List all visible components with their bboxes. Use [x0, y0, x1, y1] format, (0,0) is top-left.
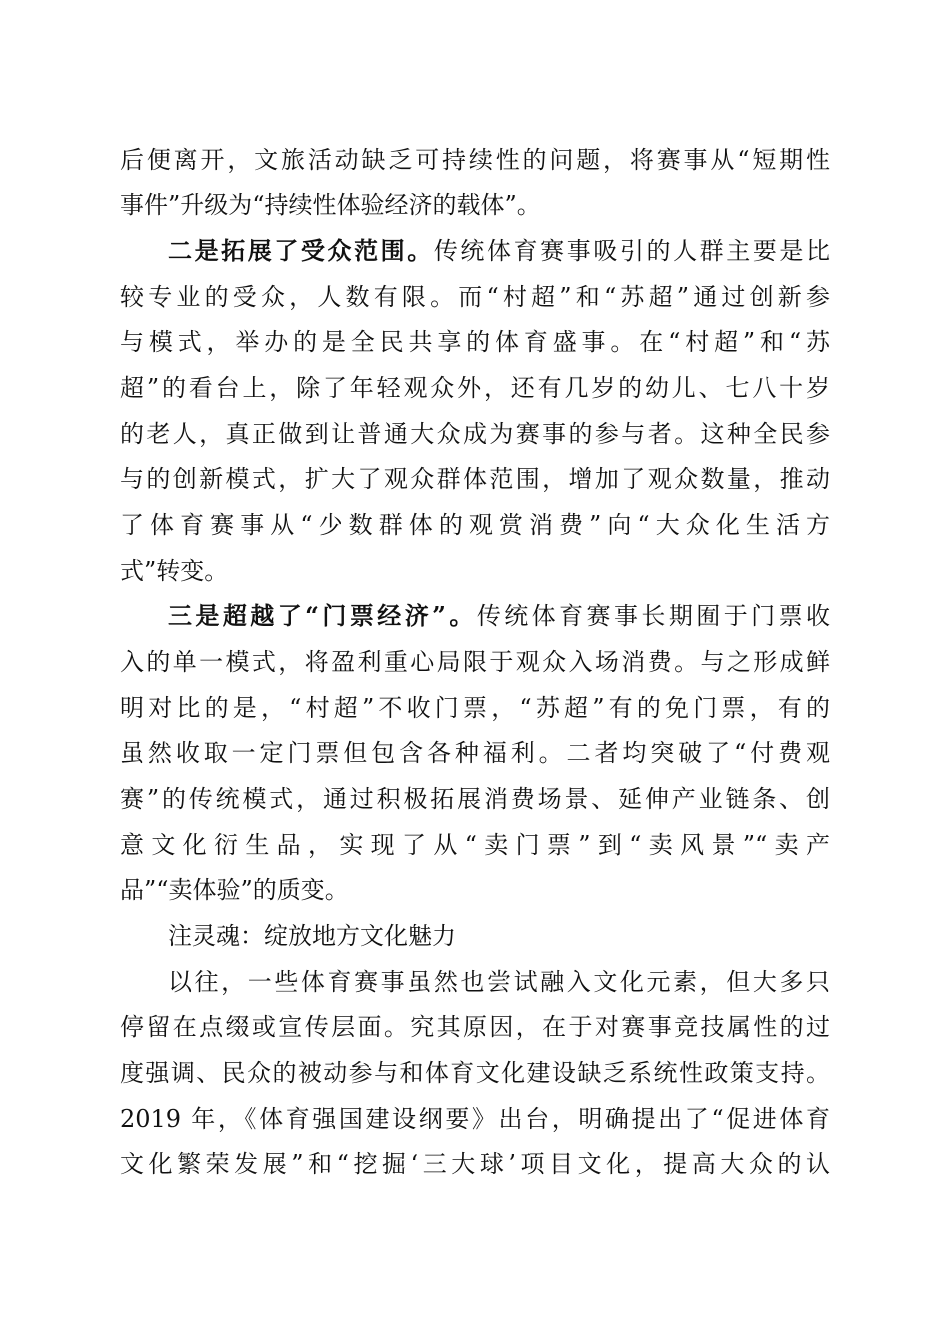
text-line: 虽然收取一定门票但包含各种福利。二者均突破了“付费观: [120, 739, 830, 767]
text-line: 2019 年，《体育强国建设纲要》出台，明确提出了“促进体育: [120, 1105, 830, 1133]
paragraph-heading-line: [168, 596, 830, 636]
text-line: 与的创新模式，扩大了观众群体范围，增加了观众数量，推动: [120, 465, 830, 493]
text-line: 入的单一模式，将盈利重心局限于观众入场消费。与之形成鲜: [120, 648, 830, 676]
paragraph-heading-line: [168, 231, 830, 271]
paragraph-heading: 二是拓展了受众范围。: [168, 236, 434, 265]
text-line: 了体育赛事从“少数群体的观赏消费”向“大众化生活方: [120, 511, 830, 539]
text-line: 明对比的是，“村超”不收门票，“苏超”有的免门票，有的: [120, 694, 830, 722]
text-line: 品”“卖体验”的质变。: [120, 876, 349, 904]
text-line: 以往，一些体育赛事虽然也尝试融入文化元素，但大多只: [168, 968, 830, 996]
text-line: 赛”的传统模式，通过积极拓展消费场景、延伸产业链条、创: [120, 785, 830, 813]
text-line: 事件”升级为“持续性体验经济的载体”。: [120, 191, 541, 219]
text-line: 度强调、民众的被动参与和体育文化建设缺乏系统性政策支持。: [120, 1059, 830, 1087]
text-line: 的老人，真正做到让普通大众成为赛事的参与者。这种全民参: [120, 420, 830, 448]
section-heading: 注灵魂：绽放地方文化魅力: [168, 922, 456, 950]
text-line: 式”转变。: [120, 557, 229, 585]
text-line: 与模式，举办的是全民共享的体育盛事。在“村超”和“苏: [120, 328, 830, 356]
text-span: 传统体育赛事长期囿于门票收: [476, 602, 831, 630]
text-line: 较专业的受众，人数有限。而“村超”和“苏超”通过创新参: [120, 283, 830, 311]
text-line: 后便离开，文旅活动缺乏可持续性的问题，将赛事从“短期性: [120, 146, 830, 174]
paragraph-heading: 三是超越了“门票经济”。: [168, 601, 477, 630]
text-line: 意文化衍生品，实现了从“卖门票”到“卖风景”“卖产: [120, 831, 830, 859]
text-line: 超”的看台上，除了年轻观众外，还有几岁的幼儿、七八十岁: [120, 374, 830, 402]
text-line: 文化繁荣发展”和“挖掘‘三大球’项目文化，提高大众的认: [120, 1150, 830, 1178]
text-span: 传统体育赛事吸引的人群主要是比: [433, 237, 831, 265]
text-line: 停留在点缀或宣传层面。究其原因，在于对赛事竞技属性的过: [120, 1013, 830, 1041]
